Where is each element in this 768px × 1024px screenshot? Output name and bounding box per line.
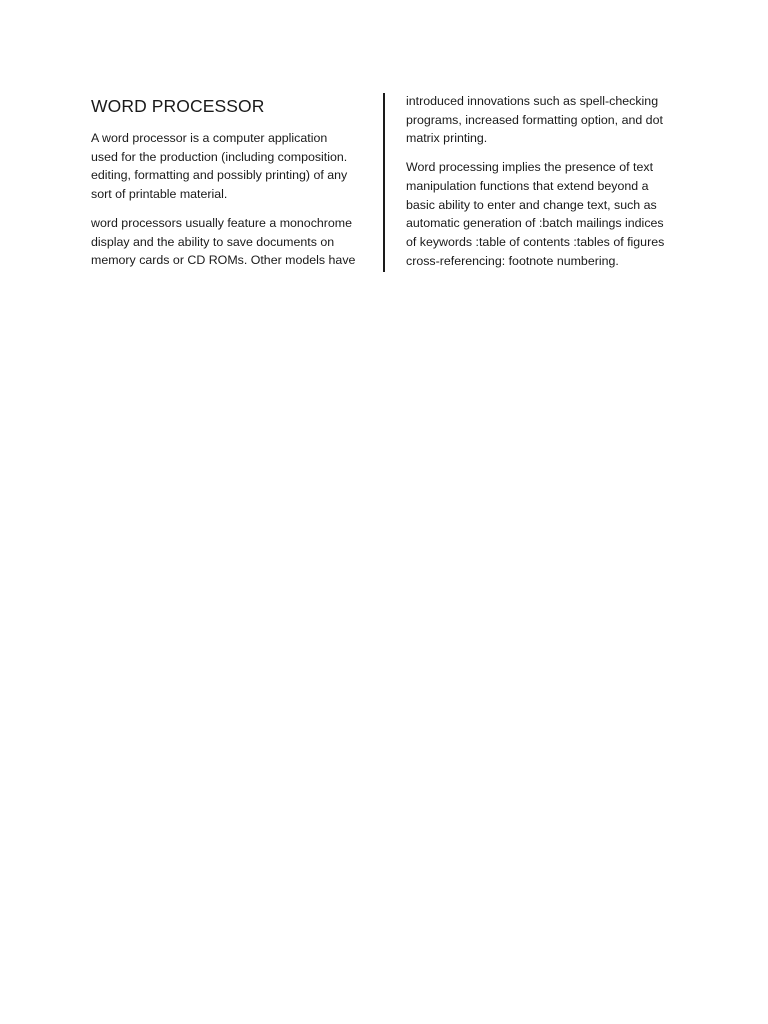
left-column xyxy=(91,95,366,280)
paragraph-features: word processors usually feature a monochrome display and the ability to save documents on memory cards or CD ROMs. Other models have xyxy=(91,215,356,268)
document-title: WORD PROCESSOR xyxy=(91,96,265,116)
paragraph-innovations: introduced innovations such as spell-checking programs, increased formatting option, and dot matrix printing. xyxy=(406,94,663,146)
right-column xyxy=(406,92,681,280)
paragraph-definition: A word processor is a computer application used for the production (including composition. editing, formatting and possibly printing) of any sort of printable material. xyxy=(91,131,348,202)
paragraph-functions: Word processing implies the presence of text manipulation functions that extend beyond a basic ability to enter and change text, such as automatic generation of :batch mailings indices of keywords :table of contents :tables of figures cross-referencing: footnote numbering. xyxy=(406,160,665,268)
column-divider xyxy=(383,93,385,272)
